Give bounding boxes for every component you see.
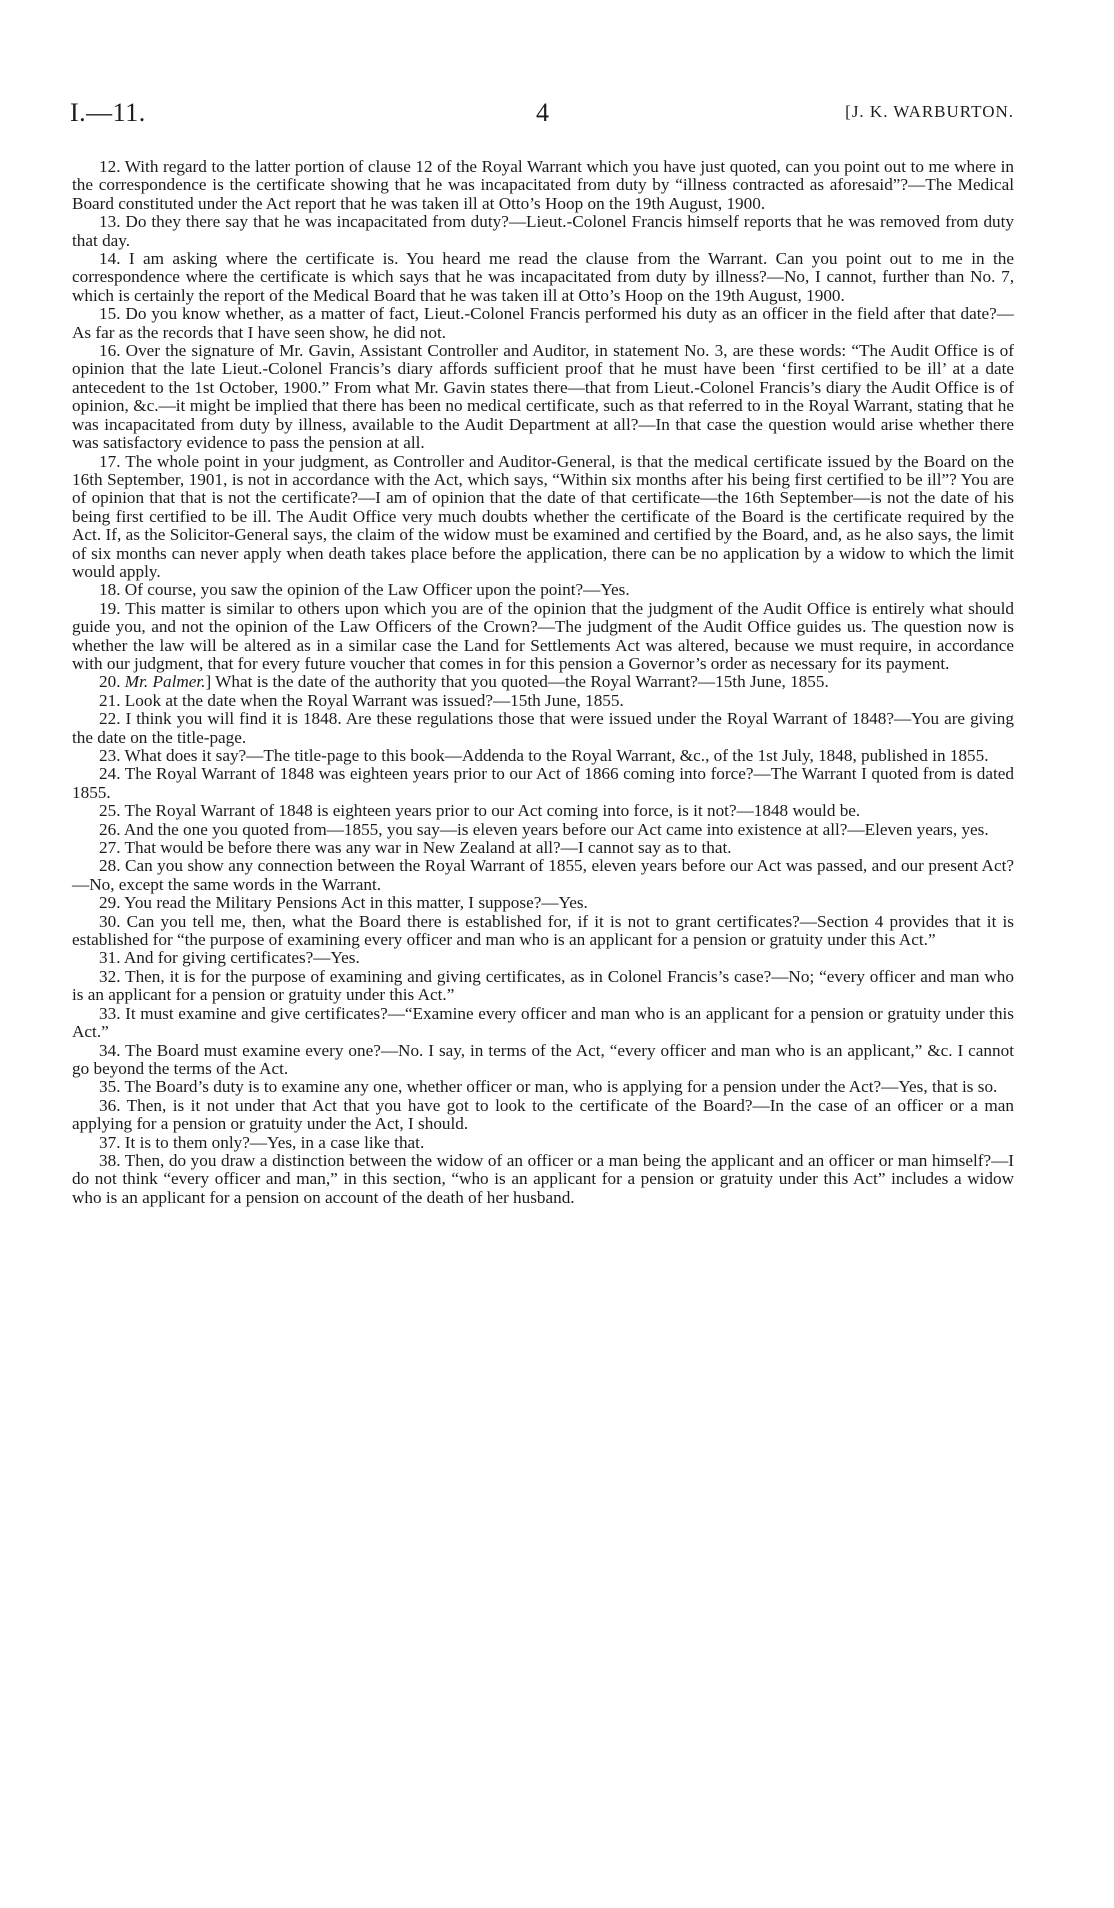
page-number: 4 <box>536 98 549 127</box>
paragraph: 33. It must examine and give certificates?—“Examine every officer and man who is an applicant for a pension or gratuity under this Act.” <box>72 1003 1014 1042</box>
paragraph: 14. I am asking where the certificate is. You heard me read the clause from the Warrant. Can you point out to me in the correspondence where the certificate is which says that he was incapacitated from duty by illness?—No, I cannot, further than No. 7, which is certainly the report of the Medical Board that he was taken ill at Otto’s Hoop on the 19th August, 1900. <box>72 249 1014 305</box>
paragraph: 19. This matter is similar to others upon which you are of the opinion that the judgment of the Audit Office is entirely what should guide you, and not the opinion of the Law Officers of the Crown?—The judgment of the Audit Office guides us. The question now is whether the law will be altered as in a similar case the Land for Settlements Act was altered, because we must require, in accordance with our judgment, that for every future voucher that comes in for this pension a Governor’s order as necessary for its payment. <box>72 598 1014 673</box>
paragraph: 18. Of course, you saw the opinion of the Law Officer upon the point?—Yes. <box>99 580 630 600</box>
paragraph-text: ] What is the date of the authority that you quoted—the Royal Warrant?—15th June, 1855. <box>205 672 829 692</box>
paragraph: 12. With regard to the latter portion of clause 12 of the Royal Warrant which you have just quoted, can you point out to me where in the correspondence is the certificate showing that he was incapacitated from duty by “illness contracted as aforesaid”?—The Medical Board constituted under the Act report that he was taken ill at Otto’s Hoop on the 19th August, 1900. <box>72 157 1014 213</box>
evidence-text <box>72 158 1014 1207</box>
paragraph: 28. Can you show any connection between the Royal Warrant of 1855, eleven years before our Act was passed, and our present Act?—No, except the same words in the Warrant. <box>72 856 1014 894</box>
paragraph: 29. You read the Military Pensions Act in this matter, I suppose?—Yes. <box>99 893 588 913</box>
speaker-name: Mr. Palmer. <box>124 672 206 692</box>
paragraph: 35. The Board’s duty is to examine any one, whether officer or man, who is applying for a pension under the Act?—Yes, that is so. <box>99 1077 998 1097</box>
page-header <box>70 98 1014 138</box>
paragraph: 24. The Royal Warrant of 1848 was eighteen years prior to our Act of 1866 coming into force?—The Warrant I quoted from is dated 1855. <box>72 764 1014 802</box>
paragraph <box>72 673 1014 691</box>
paragraph: 25. The Royal Warrant of 1848 is eighteen years prior to our Act coming into force, is it not?—1848 would be. <box>99 801 861 821</box>
paragraph: 15. Do you know whether, as a matter of fact, Lieut.-Colonel Francis performed his duty as an officer in the field after that date?—As far as the records that I have seen show, he did not. <box>72 304 1014 342</box>
paragraph: 27. That would be before there was any war in New Zealand at all?—I cannot say as to that. <box>99 838 732 858</box>
paragraph: 31. And for giving certificates?—Yes. <box>99 948 360 968</box>
paragraph: 37. It is to them only?—Yes, in a case like that. <box>99 1132 425 1152</box>
witness-name: [J. K. WARBURTON. <box>845 102 1014 121</box>
paragraph: 32. Then, it is for the purpose of examining and giving certificates, as in Colonel Francis’s case?—No; “every officer and man who is an applicant for a pension or gratuity under this Act.” <box>72 966 1014 1005</box>
paragraph: 38. Then, do you draw a distinction between the widow of an officer or a man being the applicant and an officer or man himself?—I do not think “every officer and man,” in this section, “who is an applicant for a pension or gratuity under this Act” includes a widow who is an applicant for a pension on account of the death of her husband. <box>72 1150 1014 1207</box>
paragraph: 26. And the one you quoted from—1855, you say—is eleven years before our Act came into existence at all?—Eleven years, yes. <box>99 819 989 839</box>
paragraph: 30. Can you tell me, then, what the Board there is established for, if it is not to grant certificates?—Section 4 provides that it is established for “the purpose of examining every officer and man who is an applicant for a pension or gratuity under this Act.” <box>72 911 1014 950</box>
paragraph: 16. Over the signature of Mr. Gavin, Assistant Controller and Auditor, in statement No. 3, are these words: “The Audit Office is of opinion that the late Lieut.-Colonel Francis’s diary affords sufficient proof that he must have been ‘first certified to be ill’ at a date antecedent to the 1st October, 1900.” From what Mr. Gavin states there—that from Lieut.-Colonel Francis’s diary the Audit Office is of opinion, &c.—it might be implied that there has been no medical certificate, such as that referred to in the Royal Warrant, stating that he was incapacitated from duty by illness, available to the Audit Department at all?—In that case the question would arise whether there was satisfactory evidence to pass the pension at all. <box>72 341 1014 453</box>
paragraph: 22. I think you will find it is 1848. Are these regulations those that were issued under the Royal Warrant of 1848?—You are giving the date on the title-page. <box>72 709 1014 747</box>
paragraph: 21. Look at the date when the Royal Warrant was issued?—15th June, 1855. <box>99 690 624 710</box>
paragraph: 17. The whole point in your judgment, as Controller and Auditor-General, is that the medical certificate issued by the Board on the 16th September, 1901, is not in accordance with the Act, which says, “Within six months after his being first certified to be ill”? You are of opinion that that is not the certificate?—I am of opinion that the date of that certificate—the 16th September—is not the date of his being first certified to be ill. The Audit Office very much doubts whether the certificate of the Board is the certificate required by the Act. If, as the Solicitor-General says, the claim of the widow must be examined and certified by the Board, and, as he also says, the limit of six months can never apply when death takes place before the application, there can be no application by a widow to which the limit would apply. <box>72 451 1014 581</box>
paragraph: 36. Then, is it not under that Act that you have got to look to the certificate of the Board?—In the case of an officer or a man applying for a pension or gratuity under the Act, I should. <box>72 1095 1014 1134</box>
paper-reference: I.—11. <box>70 98 146 127</box>
question-number: 20. <box>99 672 125 692</box>
paragraph: 34. The Board must examine every one?—No. I say, in terms of the Act, “every officer and man who is an applicant,” &c. I cannot go beyond the terms of the Act. <box>72 1040 1014 1078</box>
paragraph: 23. What does it say?—The title-page to this book—Addenda to the Royal Warrant, &c., of the 1st July, 1848, published in 1855. <box>99 746 989 765</box>
paragraph: 13. Do they there say that he was incapacitated from duty?—Lieut.-Colonel Francis himself reports that he was removed from duty that day. <box>72 212 1014 250</box>
